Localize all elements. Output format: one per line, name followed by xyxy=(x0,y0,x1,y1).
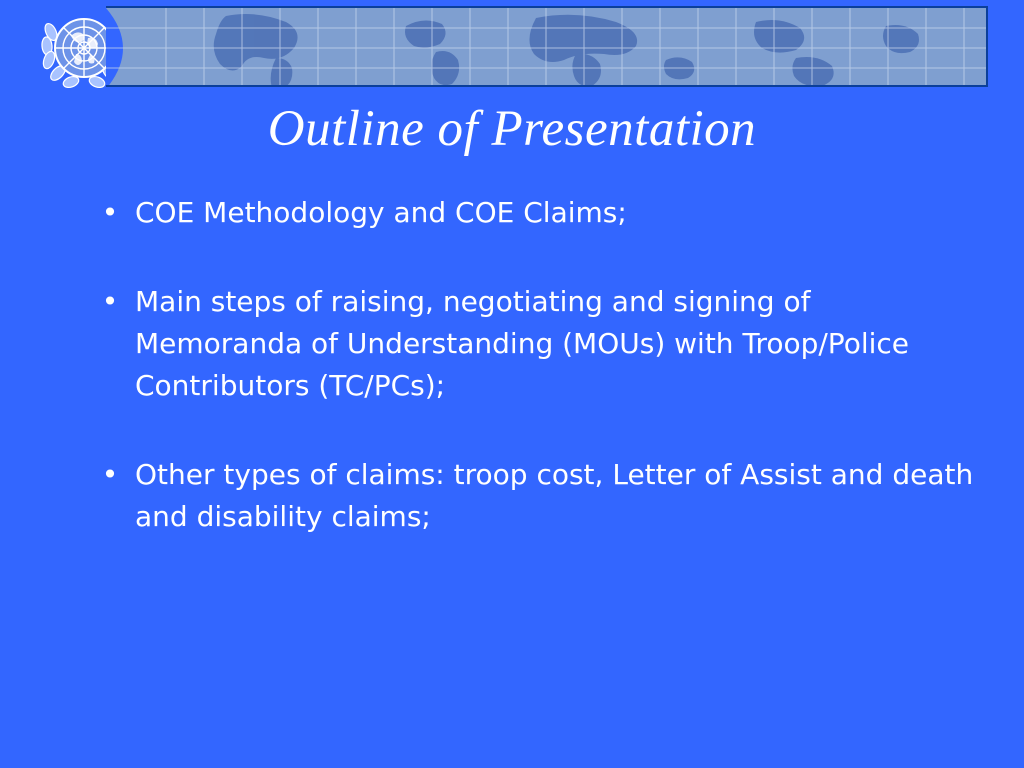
bullet-marker: • xyxy=(101,458,119,491)
bullet-marker: • xyxy=(101,196,119,229)
bullet-text: Main steps of raising, negotiating and signing of Memoranda of Understanding (MOUs) with Troop/Police Contributors (TC/PCs); xyxy=(135,285,910,402)
slide-title: Outline of Presentation xyxy=(267,101,757,157)
bullet-list xyxy=(0,192,1024,585)
bullet-item xyxy=(0,192,1024,234)
bullet-text: COE Methodology and COE Claims; xyxy=(135,196,627,229)
bullet-text: Other types of claims: troop cost, Letter of Assist and death and disability claims; xyxy=(135,458,974,533)
world-map-icon xyxy=(106,8,988,87)
bullet-item xyxy=(0,281,1024,407)
bullet-item xyxy=(0,454,1024,538)
bullet-marker: • xyxy=(101,285,119,318)
world-map-banner xyxy=(106,6,988,87)
